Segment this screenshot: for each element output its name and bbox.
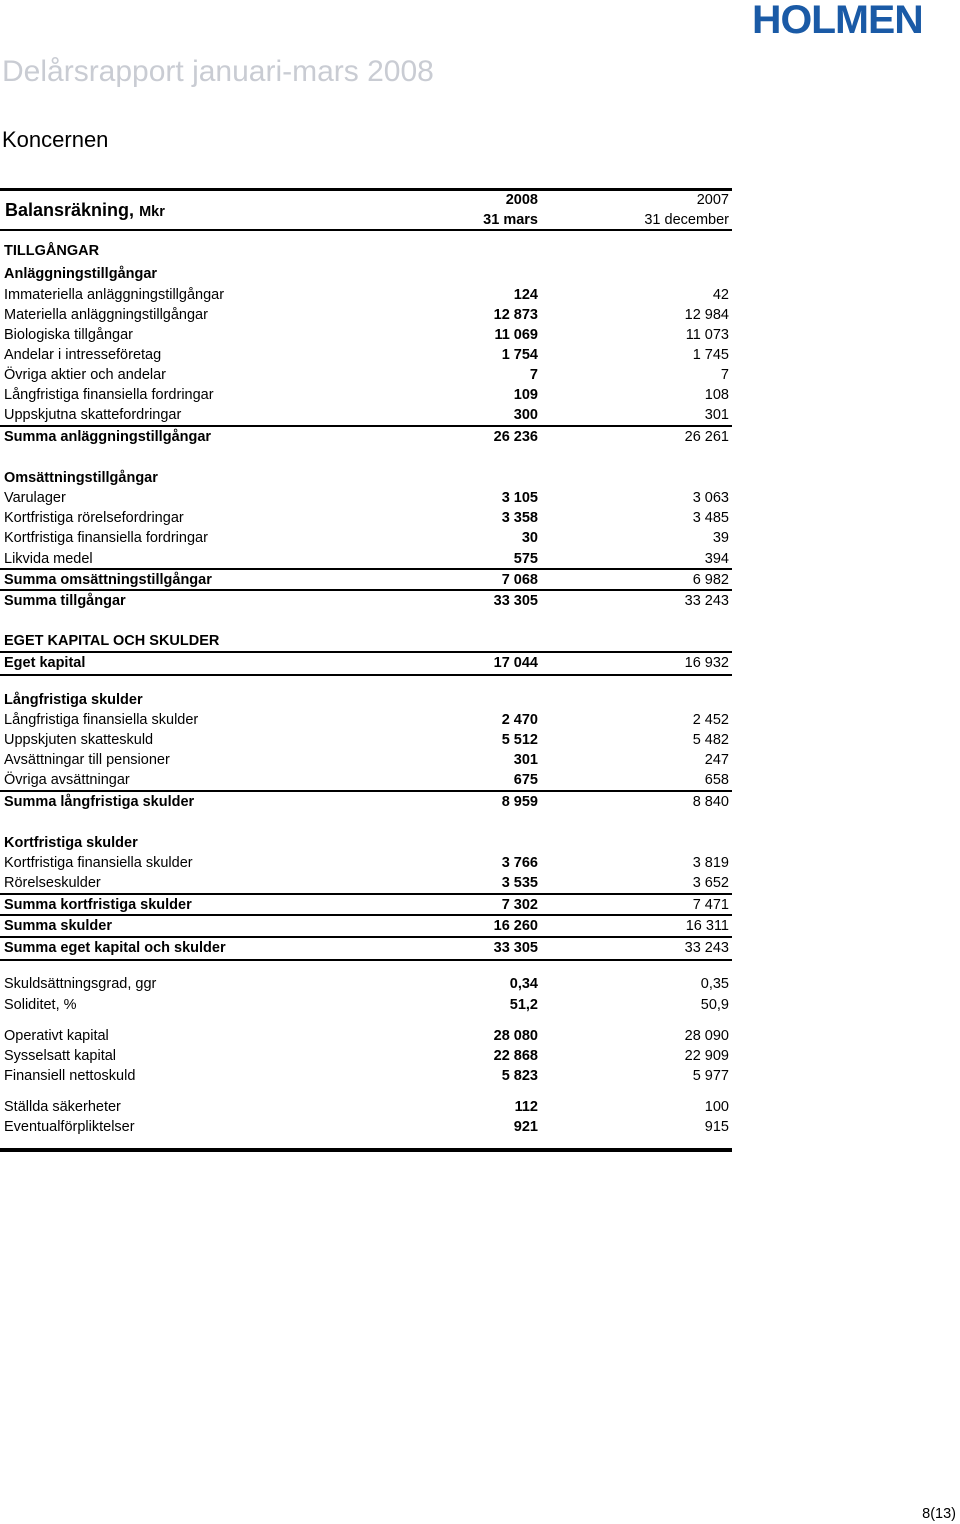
row-label: Summa eget kapital och skulder bbox=[4, 940, 226, 956]
row-label: Kortfristiga finansiella skulder bbox=[4, 855, 193, 871]
value-2007: 915 bbox=[704, 1119, 729, 1135]
table-row bbox=[0, 591, 732, 611]
value-2007: 6 982 bbox=[692, 572, 729, 588]
row-label: Långfristiga skulder bbox=[4, 692, 143, 708]
value-2007: 3 063 bbox=[692, 490, 729, 506]
table-row bbox=[0, 730, 732, 750]
row-label: Långfristiga finansiella skulder bbox=[4, 712, 199, 728]
value-2007: 7 bbox=[720, 367, 729, 383]
col2-date: 31 december bbox=[644, 212, 729, 228]
value-2007: 3 485 bbox=[692, 510, 729, 526]
sum-rule bbox=[0, 790, 732, 792]
value-2008: 12 873 bbox=[493, 307, 538, 323]
table-row bbox=[0, 873, 732, 893]
value-2008: 11 069 bbox=[494, 327, 538, 343]
value-2008: 17 044 bbox=[493, 655, 538, 671]
value-2008: 28 080 bbox=[493, 1028, 538, 1044]
row-label: Summa skulder bbox=[4, 918, 112, 934]
table-row bbox=[0, 365, 732, 385]
row-label: Kortfristiga rörelsefordringar bbox=[4, 510, 184, 526]
value-2008: 3 105 bbox=[501, 490, 538, 506]
value-2008: 8 959 bbox=[501, 794, 538, 810]
value-2008: 33 305 bbox=[493, 940, 538, 956]
value-2008: 51,2 bbox=[509, 997, 538, 1013]
sum-rule bbox=[0, 568, 732, 570]
row-label: Rörelseskulder bbox=[4, 875, 101, 891]
row-label: Immateriella anläggningstillgångar bbox=[4, 287, 225, 303]
document-title: Delårsrapport januari-mars 2008 bbox=[2, 55, 434, 88]
table-row bbox=[0, 833, 732, 853]
table-row bbox=[0, 325, 732, 345]
table-row bbox=[0, 285, 732, 305]
table-row bbox=[0, 1097, 732, 1117]
value-2008: 5 823 bbox=[501, 1068, 538, 1084]
value-2007: 42 bbox=[712, 287, 729, 303]
value-2007: 7 471 bbox=[692, 897, 729, 913]
row-label: Kortfristiga skulder bbox=[4, 835, 138, 851]
row-label: Eget kapital bbox=[4, 655, 86, 671]
table-row bbox=[0, 345, 732, 365]
value-2008: 109 bbox=[513, 387, 538, 403]
row-label: Andelar i intresseföretag bbox=[4, 347, 162, 363]
value-2007: 16 932 bbox=[684, 655, 729, 671]
value-2007: 5 482 bbox=[692, 732, 729, 748]
value-2008: 1 754 bbox=[501, 347, 538, 363]
table-row bbox=[0, 528, 732, 548]
value-2008: 7 bbox=[529, 367, 538, 383]
value-2008: 5 512 bbox=[501, 732, 538, 748]
value-2008: 675 bbox=[513, 772, 538, 788]
section-title: Koncernen bbox=[2, 127, 109, 152]
value-2008: 300 bbox=[513, 407, 538, 423]
table-row bbox=[0, 468, 732, 488]
sum-rule bbox=[0, 936, 732, 938]
table-row bbox=[0, 853, 732, 873]
table-title-text: Balansräkning, bbox=[5, 200, 135, 220]
value-2008: 124 bbox=[513, 287, 538, 303]
value-2008: 3 766 bbox=[501, 855, 538, 871]
row-label: Övriga aktier och andelar bbox=[4, 367, 166, 383]
row-label: Ställda säkerheter bbox=[4, 1099, 121, 1115]
row-label: Omsättningstillgångar bbox=[4, 470, 158, 486]
value-2007: 658 bbox=[704, 772, 729, 788]
value-2007: 301 bbox=[704, 407, 729, 423]
row-label: Summa kortfristiga skulder bbox=[4, 897, 192, 913]
table-row bbox=[0, 710, 732, 730]
table-row bbox=[0, 427, 732, 447]
page-number: 8(13) bbox=[922, 1506, 956, 1522]
value-2007: 1 745 bbox=[692, 347, 729, 363]
value-2007: 33 243 bbox=[684, 940, 729, 956]
table-row bbox=[0, 916, 732, 936]
value-2008: 26 236 bbox=[493, 429, 538, 445]
row-label: Skuldsättningsgrad, ggr bbox=[4, 976, 157, 992]
value-2007: 247 bbox=[704, 752, 729, 768]
row-label: Summa omsättningstillgångar bbox=[4, 572, 212, 588]
value-2008: 2 470 bbox=[501, 712, 538, 728]
table-row bbox=[0, 1117, 732, 1137]
value-2007: 5 977 bbox=[692, 1068, 729, 1084]
row-label: Kortfristiga finansiella fordringar bbox=[4, 530, 208, 546]
sum-rule bbox=[0, 893, 732, 895]
value-2007: 0,35 bbox=[700, 976, 729, 992]
table-row bbox=[0, 241, 732, 261]
value-2008: 30 bbox=[521, 530, 538, 546]
sum-rule bbox=[0, 651, 732, 653]
row-label: Uppskjutna skattefordringar bbox=[4, 407, 182, 423]
table-row bbox=[0, 750, 732, 770]
table-row bbox=[0, 653, 732, 673]
table-row bbox=[0, 385, 732, 405]
sum-rule bbox=[0, 674, 732, 676]
value-2007: 16 311 bbox=[685, 918, 729, 934]
row-label: Långfristiga finansiella fordringar bbox=[4, 387, 214, 403]
table-row bbox=[0, 631, 732, 651]
value-2007: 2 452 bbox=[692, 712, 729, 728]
value-2007: 100 bbox=[704, 1099, 729, 1115]
row-label: Biologiska tillgångar bbox=[4, 327, 133, 343]
value-2007: 8 840 bbox=[692, 794, 729, 810]
row-label: Anläggningstillgångar bbox=[4, 266, 158, 282]
table-row bbox=[0, 488, 732, 508]
table-row bbox=[0, 690, 732, 710]
table-row bbox=[0, 895, 732, 915]
value-2008: 3 358 bbox=[501, 510, 538, 526]
row-label: Eventualförpliktelser bbox=[4, 1119, 135, 1135]
value-2008: 16 260 bbox=[493, 918, 538, 934]
header-bottom-rule bbox=[0, 229, 732, 231]
value-2007: 50,9 bbox=[700, 997, 729, 1013]
table-row bbox=[0, 264, 732, 284]
value-2007: 108 bbox=[704, 387, 729, 403]
value-2007: 3 652 bbox=[692, 875, 729, 891]
value-2008: 22 868 bbox=[493, 1048, 538, 1064]
table-end-rule bbox=[0, 1148, 732, 1152]
row-label: TILLGÅNGAR bbox=[4, 243, 100, 259]
value-2007: 33 243 bbox=[684, 593, 729, 609]
table-row bbox=[0, 995, 732, 1015]
value-2008: 921 bbox=[513, 1119, 538, 1135]
value-2008: 112 bbox=[514, 1099, 538, 1115]
row-label: Materiella anläggningstillgångar bbox=[4, 307, 208, 323]
holmen-logo: HOLMEN bbox=[752, 0, 923, 42]
table-row bbox=[0, 508, 732, 528]
value-2007: 39 bbox=[712, 530, 729, 546]
value-2007: 11 073 bbox=[685, 327, 729, 343]
value-2008: 3 535 bbox=[501, 875, 538, 891]
sum-rule bbox=[0, 589, 732, 591]
table-row bbox=[0, 1046, 732, 1066]
table-row bbox=[0, 1026, 732, 1046]
table-row bbox=[0, 974, 732, 994]
col2-year: 2007 bbox=[696, 192, 729, 208]
value-2007: 22 909 bbox=[684, 1048, 729, 1064]
row-label: Summa tillgångar bbox=[4, 593, 126, 609]
sum-rule bbox=[0, 425, 732, 427]
row-label: EGET KAPITAL OCH SKULDER bbox=[4, 633, 220, 649]
table-row bbox=[0, 549, 732, 569]
row-label: Varulager bbox=[4, 490, 66, 506]
table-title bbox=[5, 198, 165, 224]
col1-date: 31 mars bbox=[483, 212, 538, 228]
value-2007: 12 984 bbox=[684, 307, 729, 323]
table-row bbox=[0, 938, 732, 958]
row-label: Soliditet, % bbox=[4, 997, 77, 1013]
value-2008: 0,34 bbox=[509, 976, 538, 992]
col1-year: 2008 bbox=[505, 192, 538, 208]
table-row bbox=[0, 405, 732, 425]
sum-rule bbox=[0, 959, 732, 961]
table-top-rule bbox=[0, 188, 732, 191]
table-unit: Mkr bbox=[139, 204, 165, 220]
table-row bbox=[0, 792, 732, 812]
table-row bbox=[0, 770, 732, 790]
row-label: Summa anläggningstillgångar bbox=[4, 429, 212, 445]
value-2008: 7 068 bbox=[501, 572, 538, 588]
row-label: Likvida medel bbox=[4, 551, 93, 567]
table-row bbox=[0, 305, 732, 325]
table-row bbox=[0, 1066, 732, 1086]
value-2008: 575 bbox=[513, 551, 538, 567]
value-2008: 7 302 bbox=[501, 897, 538, 913]
row-label: Summa långfristiga skulder bbox=[4, 794, 195, 810]
row-label: Avsättningar till pensioner bbox=[4, 752, 170, 768]
row-label: Övriga avsättningar bbox=[4, 772, 130, 788]
sum-rule bbox=[0, 914, 732, 916]
row-label: Finansiell nettoskuld bbox=[4, 1068, 136, 1084]
row-label: Uppskjuten skatteskuld bbox=[4, 732, 154, 748]
value-2007: 394 bbox=[704, 551, 729, 567]
value-2007: 26 261 bbox=[684, 429, 729, 445]
value-2007: 3 819 bbox=[692, 855, 729, 871]
value-2007: 28 090 bbox=[684, 1028, 729, 1044]
table-row bbox=[0, 570, 732, 590]
value-2008: 33 305 bbox=[493, 593, 538, 609]
row-label: Sysselsatt kapital bbox=[4, 1048, 117, 1064]
value-2008: 301 bbox=[513, 752, 538, 768]
row-label: Operativt kapital bbox=[4, 1028, 109, 1044]
